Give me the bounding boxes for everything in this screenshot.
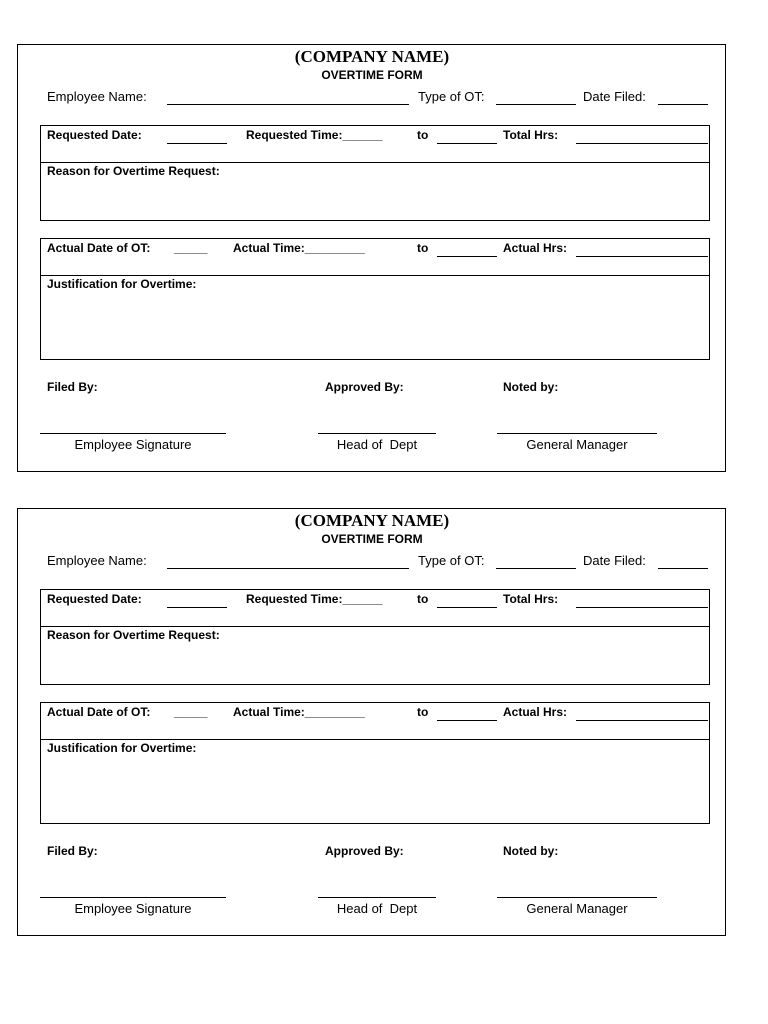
employee-name-label: Employee Name: bbox=[47, 553, 147, 568]
to-label: to bbox=[417, 592, 429, 606]
form-title: OVERTIME FORM bbox=[321, 68, 423, 82]
date-filed-field[interactable] bbox=[658, 104, 708, 105]
head-of-dept-caption: Head of Dept bbox=[336, 437, 418, 452]
form-title: OVERTIME FORM bbox=[321, 532, 423, 546]
general-manager-signature-line[interactable] bbox=[497, 897, 657, 898]
requested-date-label: Requested Date: bbox=[47, 128, 142, 142]
type-of-ot-field[interactable] bbox=[496, 104, 576, 105]
type-of-ot-label: Type of OT: bbox=[418, 89, 485, 104]
actual-time-label[interactable]: Actual Time:_________ bbox=[233, 241, 365, 255]
filed-by-label: Filed By: bbox=[47, 380, 98, 394]
general-manager-signature-line[interactable] bbox=[497, 433, 657, 434]
to-label: to bbox=[417, 705, 429, 719]
general-manager-caption: General Manager bbox=[526, 437, 628, 452]
head-of-dept-signature-line[interactable] bbox=[318, 897, 436, 898]
company-name: (COMPANY NAME) bbox=[294, 47, 450, 66]
request-section bbox=[40, 589, 710, 685]
divider bbox=[41, 162, 709, 163]
reason-textarea[interactable] bbox=[41, 180, 709, 220]
requested-time-end-field[interactable] bbox=[437, 143, 497, 144]
approved-by-label: Approved By: bbox=[325, 844, 404, 858]
requested-time-label[interactable]: Requested Time:______ bbox=[246, 592, 383, 606]
employee-signature-caption: Employee Signature bbox=[74, 437, 192, 452]
employee-signature-line[interactable] bbox=[40, 433, 226, 434]
actual-hrs-label: Actual Hrs: bbox=[503, 705, 568, 719]
total-hrs-label: Total Hrs: bbox=[503, 592, 559, 606]
head-of-dept-signature-line[interactable] bbox=[318, 433, 436, 434]
employee-name-label: Employee Name: bbox=[47, 89, 147, 104]
employee-name-field[interactable] bbox=[167, 568, 409, 569]
actual-date-field[interactable]: _____ bbox=[174, 241, 208, 255]
company-name: (COMPANY NAME) bbox=[294, 511, 450, 530]
general-manager-caption: General Manager bbox=[526, 901, 628, 916]
reason-label: Reason for Overtime Request: bbox=[47, 164, 220, 178]
actual-date-label: Actual Date of OT: bbox=[47, 241, 151, 255]
total-hrs-field[interactable] bbox=[576, 607, 708, 608]
type-of-ot-label: Type of OT: bbox=[418, 553, 485, 568]
actual-date-field[interactable]: _____ bbox=[174, 705, 208, 719]
requested-date-field[interactable] bbox=[167, 143, 227, 144]
actual-section bbox=[40, 238, 710, 360]
total-hrs-field[interactable] bbox=[576, 143, 708, 144]
reason-textarea[interactable] bbox=[41, 644, 709, 684]
date-filed-label: Date Filed: bbox=[583, 553, 646, 568]
divider bbox=[41, 626, 709, 627]
actual-time-end-field[interactable] bbox=[437, 256, 497, 257]
actual-section bbox=[40, 702, 710, 824]
date-filed-field[interactable] bbox=[658, 568, 708, 569]
noted-by-label: Noted by: bbox=[503, 380, 559, 394]
total-hrs-label: Total Hrs: bbox=[503, 128, 559, 142]
noted-by-label: Noted by: bbox=[503, 844, 559, 858]
overtime-form-2 bbox=[17, 508, 726, 936]
actual-time-label[interactable]: Actual Time:_________ bbox=[233, 705, 365, 719]
employee-name-field[interactable] bbox=[167, 104, 409, 105]
requested-time-label[interactable]: Requested Time:______ bbox=[246, 128, 383, 142]
actual-hrs-field[interactable] bbox=[576, 720, 708, 721]
actual-time-end-field[interactable] bbox=[437, 720, 497, 721]
justification-label: Justification for Overtime: bbox=[47, 741, 197, 755]
to-label: to bbox=[417, 128, 429, 142]
request-section bbox=[40, 125, 710, 221]
actual-hrs-label: Actual Hrs: bbox=[503, 241, 568, 255]
justification-label: Justification for Overtime: bbox=[47, 277, 197, 291]
justification-textarea[interactable] bbox=[41, 757, 709, 823]
employee-signature-line[interactable] bbox=[40, 897, 226, 898]
reason-label: Reason for Overtime Request: bbox=[47, 628, 220, 642]
requested-date-field[interactable] bbox=[167, 607, 227, 608]
type-of-ot-field[interactable] bbox=[496, 568, 576, 569]
actual-hrs-field[interactable] bbox=[576, 256, 708, 257]
justification-textarea[interactable] bbox=[41, 293, 709, 359]
divider bbox=[41, 275, 709, 276]
actual-date-label: Actual Date of OT: bbox=[47, 705, 151, 719]
filed-by-label: Filed By: bbox=[47, 844, 98, 858]
head-of-dept-caption: Head of Dept bbox=[336, 901, 418, 916]
employee-signature-caption: Employee Signature bbox=[74, 901, 192, 916]
divider bbox=[41, 739, 709, 740]
to-label: to bbox=[417, 241, 429, 255]
overtime-form-1 bbox=[17, 44, 726, 472]
requested-date-label: Requested Date: bbox=[47, 592, 142, 606]
requested-time-end-field[interactable] bbox=[437, 607, 497, 608]
approved-by-label: Approved By: bbox=[325, 380, 404, 394]
date-filed-label: Date Filed: bbox=[583, 89, 646, 104]
